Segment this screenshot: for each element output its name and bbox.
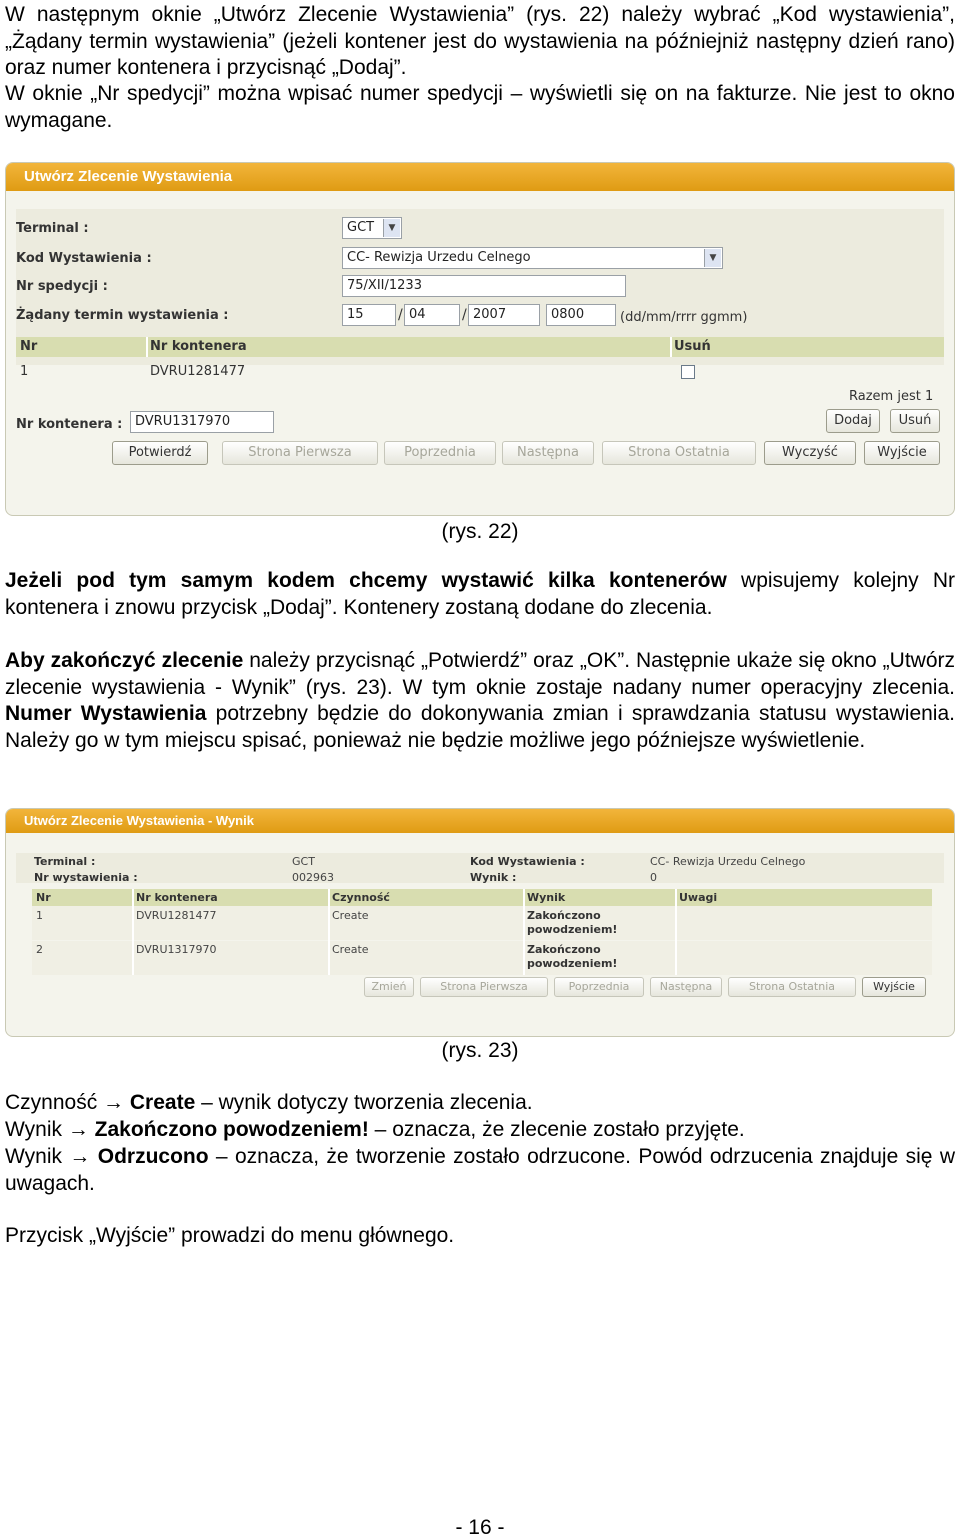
column-divider	[670, 337, 672, 357]
arrow-icon: →	[67, 1118, 89, 1141]
column-divider	[675, 889, 677, 975]
column-header-wynik: Wynik	[527, 891, 566, 904]
column-header-nr-kontenera: Nr kontenera	[136, 891, 218, 904]
intro-paragraph-2: W oknie „Nr spedycji” można wpisać numer spedycji – wyświetli się on na fakturze. Nie jest to okno wymagane.	[5, 82, 955, 132]
text-span: – oznacza, że tworzenie zostało odrzucone. Powód odrzucenia znajduje się w uwagach.	[5, 1145, 955, 1195]
row-nr: 2	[36, 943, 43, 956]
year-input[interactable]: 2007	[468, 304, 540, 326]
row-czynnosc: Create	[332, 909, 369, 922]
day-input[interactable]: 15	[342, 304, 396, 326]
caption-rys-23: (rys. 23)	[441, 1039, 519, 1062]
nr-kontenera-input[interactable]: DVRU1317970	[130, 411, 274, 433]
row-kontener: DVRU1281477	[150, 364, 246, 379]
text-span: należy przycisnąć „Potwierdź” oraz „OK”. Następnie ukaże się okno „Utwórz zlecenie wystawienia - Wynik” (rys. 23). W tym oknie zostaje nadany numer operacyjny zlecenia.	[5, 649, 955, 699]
text-span: Czynność	[5, 1091, 98, 1114]
column-divider	[132, 889, 134, 975]
dodaj-button[interactable]: Dodaj	[826, 409, 880, 433]
row-czynnosc: Create	[332, 943, 369, 956]
arrow-icon: →	[103, 1091, 125, 1114]
date-separator: /	[398, 307, 403, 323]
wynik-value: 0	[650, 871, 657, 884]
figure-22-window	[5, 162, 955, 516]
bold-phrase: Jeżeli pod tym samym kodem chcemy wystawić kilka kontenerów	[5, 569, 727, 592]
text-span: – wynik dotyczy tworzenia zlecenia.	[195, 1091, 533, 1114]
legend-wynik-rejected	[5, 1144, 955, 1197]
column-header-uwagi: Uwagi	[679, 891, 718, 904]
poprzednia-button[interactable]: Poprzednia	[554, 977, 644, 997]
wyjscie-button[interactable]: Wyjście	[864, 441, 940, 465]
spedycji-input[interactable]: 75/XII/1233	[342, 275, 626, 297]
terminal-label: Terminal :	[16, 221, 89, 236]
text-span: potrzebny będzie do dokonywania zmian i sprawdzania statusu wystawienia. Należy go w tym miejscu spisać, ponieważ nie będzie możliwe jego późniejsze wyświetlenie.	[5, 702, 955, 752]
row-wynik-line2: powodzeniem!	[527, 923, 618, 936]
row-kontener: DVRU1317970	[136, 943, 217, 956]
potwierdz-button[interactable]: Potwierdź	[112, 441, 208, 465]
window-title: Utwórz Zlecenie Wystawienia	[6, 163, 954, 191]
bold-phrase: Aby zakończyć zlecenie	[5, 649, 244, 672]
nr-wystawienia-value: 002963	[292, 871, 334, 884]
paragraph-multiple-containers	[5, 568, 955, 621]
column-divider	[523, 889, 525, 975]
wyjscie-button[interactable]: Wyjście	[862, 977, 926, 997]
usun-button[interactable]: Usuń	[890, 409, 940, 433]
legend-czynnosc	[5, 1090, 955, 1117]
strona-pierwsza-button[interactable]: Strona Pierwsza	[420, 977, 548, 997]
bold-phrase: Zakończono powodzeniem!	[94, 1118, 369, 1141]
poprzednia-button[interactable]: Poprzednia	[384, 441, 496, 465]
kod-value: CC- Rewizja Urzedu Celnego	[650, 855, 806, 868]
column-header-usun: Usuń	[674, 339, 711, 354]
bold-phrase: Create	[129, 1091, 196, 1114]
page-number: - 16 -	[455, 1516, 505, 1539]
spedycji-label: Nr spedycji :	[16, 279, 108, 294]
kod-wystawienia-select[interactable]	[342, 247, 723, 269]
terminal-value: GCT	[292, 855, 315, 868]
bold-phrase: Numer Wystawienia	[5, 702, 207, 725]
row-nr: 1	[36, 909, 43, 922]
column-header-nr: Nr	[20, 339, 38, 354]
exit-note: Przycisk „Wyjście” prowadzi do menu głównego.	[5, 1224, 455, 1247]
kod-value: CC- Rewizja Urzedu Celnego	[347, 250, 531, 265]
row-wynik-line1: Zakończono	[527, 943, 601, 956]
bold-phrase: Odrzucono	[97, 1145, 209, 1168]
terminal-label: Terminal :	[34, 855, 96, 868]
termin-label: Żądany termin wystawienia :	[16, 308, 229, 323]
column-header-czynnosc: Czynność	[332, 891, 390, 904]
wynik-label: Wynik :	[470, 871, 517, 884]
column-divider	[328, 889, 330, 975]
nr-kontenera-label: Nr kontenera :	[16, 417, 123, 432]
text-span: Wynik	[5, 1118, 62, 1141]
column-header-nr-kontenera: Nr kontenera	[150, 339, 247, 354]
nr-wystawienia-label: Nr wystawienia :	[34, 871, 138, 884]
razem-count: Razem jest 1	[849, 389, 934, 404]
date-separator: /	[462, 307, 467, 323]
strona-ostatnia-button[interactable]: Strona Ostatnia	[728, 977, 856, 997]
column-header-nr: Nr	[36, 891, 51, 904]
terminal-value: GCT	[347, 220, 375, 235]
figure-23-window	[5, 808, 955, 1037]
time-input[interactable]: 0800	[546, 304, 616, 326]
legend-wynik-ok	[5, 1117, 955, 1144]
strona-pierwsza-button[interactable]: Strona Pierwsza	[222, 441, 378, 465]
month-input[interactable]: 04	[404, 304, 460, 326]
usun-checkbox[interactable]	[681, 365, 695, 379]
row-kontener: DVRU1281477	[136, 909, 217, 922]
kod-label: Kod Wystawienia :	[470, 855, 585, 868]
paragraph-finish-order	[5, 648, 955, 754]
format-hint: (dd/mm/rrrr ggmm)	[620, 310, 748, 325]
strona-ostatnia-button[interactable]: Strona Ostatnia	[602, 441, 756, 465]
wyczysc-button[interactable]: Wyczyść	[764, 441, 856, 465]
row-nr: 1	[20, 364, 29, 379]
row-wynik-line1: Zakończono	[527, 909, 601, 922]
chevron-down-icon: ▼	[383, 219, 400, 237]
window-title: Utwórz Zlecenie Wystawienia - Wynik	[6, 809, 954, 833]
text-span: Wynik	[5, 1145, 62, 1168]
zmien-button[interactable]: Zmień	[364, 977, 414, 997]
arrow-icon: →	[69, 1145, 91, 1168]
caption-rys-22: (rys. 22)	[441, 520, 519, 543]
chevron-down-icon: ▼	[704, 249, 721, 267]
row-wynik-line2: powodzeniem!	[527, 957, 618, 970]
column-divider	[146, 337, 148, 357]
nastepna-button[interactable]: Następna	[650, 977, 722, 997]
text-span: – oznacza, że zlecenie zostało przyjęte.	[368, 1118, 745, 1141]
text-span: wpisujemy kolejny Nr kontenera i znowu przycisk „Dodaj”. Kontenery zostaną dodane do zlecenia.	[5, 569, 956, 619]
kod-label: Kod Wystawienia :	[16, 251, 152, 266]
nastepna-button[interactable]: Następna	[502, 441, 594, 465]
intro-paragraph-1: W następnym oknie „Utwórz Zlecenie Wystawienia” (rys. 22) należy wybrać „Kod wystawienia”, „Żądany termin wystawienia” (jeżeli kontener jest do wystawienia na późniejniż następny dzień rano) oraz numer kontenera i przycisnąć „Dodaj”.	[5, 3, 955, 79]
terminal-select[interactable]	[342, 217, 402, 239]
